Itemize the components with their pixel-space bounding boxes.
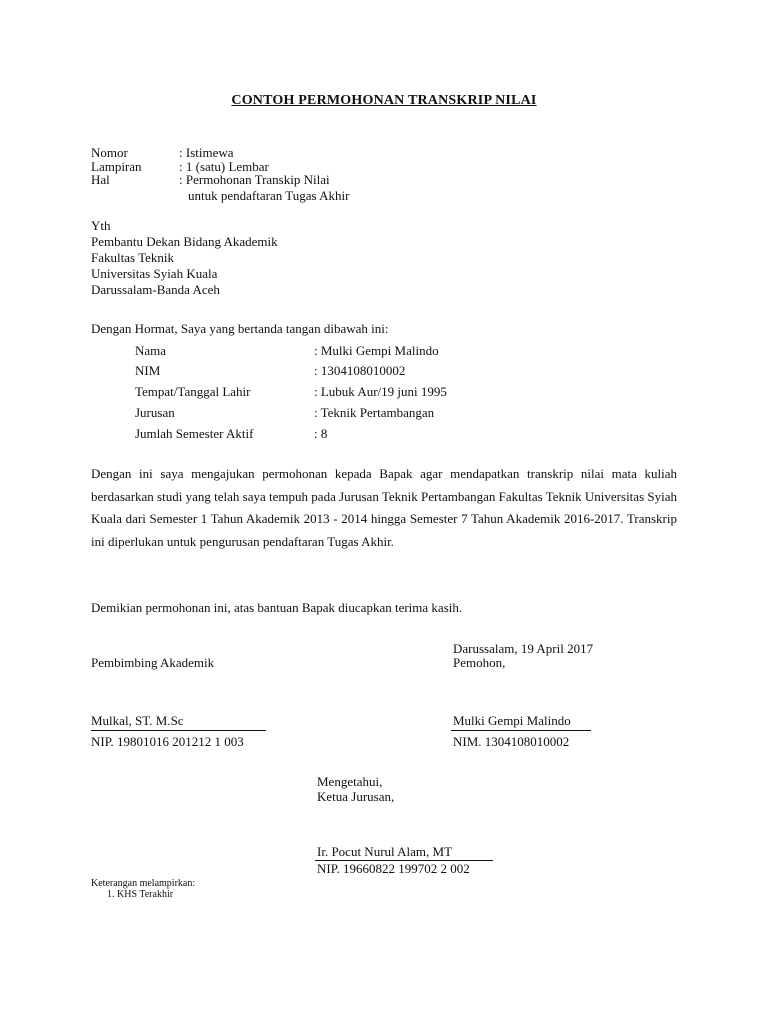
recipient-line: Fakultas Teknik [91, 250, 174, 265]
lampiran-label: Lampiran [91, 159, 142, 174]
left-signer-name: Mulkal, ST. M.Sc [91, 713, 184, 728]
field-label: Nama [135, 343, 167, 358]
approval-id: NIP. 19660822 199702 2 002 [317, 861, 470, 876]
approval-name: Ir. Pocut Nurul Alam, MT [317, 844, 453, 859]
lampiran-value: : 1 (satu) Lembar [179, 159, 269, 174]
right-signer-role: Pemohon, [453, 655, 506, 670]
hal-value: : Permohonan Transkip Nilai [179, 172, 330, 187]
field-value: : Mulki Gempi Malindo [314, 343, 439, 358]
right-signature-line [451, 730, 591, 731]
hal-label: Hal [91, 172, 110, 187]
recipient-line: Darussalam-Banda Aceh [91, 282, 220, 297]
place-date: Darussalam, 19 April 2017 [453, 641, 594, 656]
notes-heading: Keterangan melampirkan: [91, 878, 196, 889]
nomor-label: Nomor [91, 145, 128, 160]
field-label: Jumlah Semester Aktif [135, 426, 254, 441]
field-label: NIM [135, 363, 161, 378]
hal-continuation: untuk pendaftaran Tugas Akhir [188, 188, 350, 203]
right-signer-id: NIM. 1304108010002 [453, 734, 570, 749]
recipient-line: Yth [91, 218, 111, 233]
field-value: : Lubuk Aur/19 juni 1995 [314, 384, 447, 399]
notes-item: 1. KHS Terakhir [107, 889, 174, 900]
body-paragraph: Dengan ini saya mengajukan permohonan kepada Bapak agar mendapatkan transkrip nilai mata kuliah berdasarkan studi yang telah saya tempuh pada Jurusan Teknik Pertambangan Fakultas Teknik Universitas Syiah Kuala dari Semester 1 Tahun Akademik 2013 - 2014 hingga Semester 7 Tahun Akademik 2016-2017. Transkrip ini diperlukan untuk pengurusan pendaftaran Tugas Akhir. [91, 466, 677, 549]
field-value: : Teknik Pertambangan [314, 405, 435, 420]
approval-line-1: Mengetahui, [317, 774, 383, 789]
left-signature-line [91, 730, 266, 731]
closing-sentence: Demikian permohonan ini, atas bantuan Bapak diucapkan terima kasih. [91, 600, 463, 615]
recipient-line: Pembantu Dekan Bidang Akademik [91, 234, 278, 249]
left-signer-role: Pembimbing Akademik [91, 655, 215, 670]
recipient-line: Universitas Syiah Kuala [91, 266, 218, 281]
left-signer-id: NIP. 19801016 201212 1 003 [91, 734, 244, 749]
nomor-value: : Istimewa [179, 145, 234, 160]
page-title: CONTOH PERMOHONAN TRANSKRIP NILAI [231, 93, 537, 108]
field-label: Tempat/Tanggal Lahir [135, 384, 251, 399]
approval-line-2: Ketua Jurusan, [317, 789, 395, 804]
field-label: Jurusan [135, 405, 175, 420]
right-signer-name: Mulki Gempi Malindo [453, 713, 571, 728]
field-value: : 8 [314, 426, 328, 441]
field-value: : 1304108010002 [314, 363, 406, 378]
greeting: Dengan Hormat, Saya yang bertanda tangan dibawah ini: [91, 321, 389, 336]
